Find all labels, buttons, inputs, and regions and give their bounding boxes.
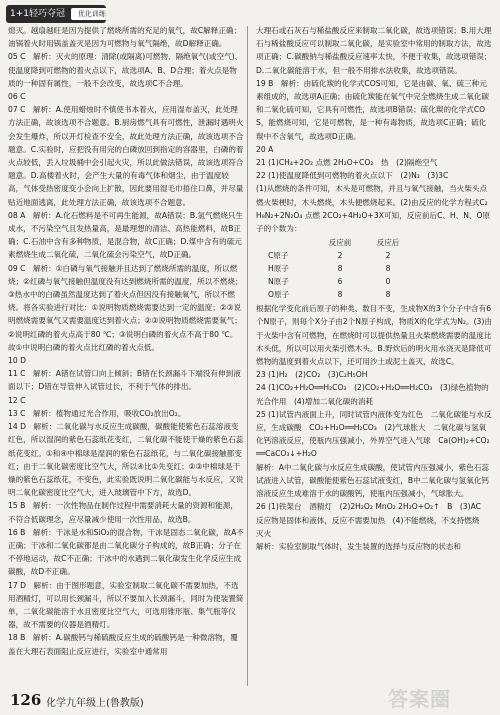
- answer-item: 解析：实验室制取气体时，发生装置的选择与反应物的状态和: [256, 541, 462, 551]
- answer-item: 09 C 解析：①白磷与氧气接触并且达到了燃烧所需的温度，所以燃烧；②红磷与氧气接触但温度没有达到燃烧所需的温度，所以不燃烧；③热水中的白磷虽然温度达到了着火点但因没有接触氧气，所以不燃烧。将各实验进行对比：①说明物质燃烧需要达到一定的温度；②③说明燃烧需要氧气又需要温度达到着火点；②③说明物质燃烧需要氧气；②说明红磷的着火点高于80 ℃；③说明白磷的着火点不高于80 ℃。故①中说明白磷的着火点比红磷的着火点低。: [8, 263, 243, 352]
- answer-item: 12 C: [8, 395, 26, 405]
- table-cell: 2: [385, 251, 391, 261]
- answer-item: (1)从燃烧的条件可知，木头是可燃物，并且与氧气接触，当火柴头点燃火柴梗时，木头燃烧，木头便燃烧起来。(2)由反应的化学方程式C₂H₈N₂+2N₂O₄ 点燃 2CO₂+4H₂O+3X可知，反应前后C、H、N、O原子的个数为：: [256, 184, 491, 234]
- brand-logo: [6, 5, 106, 23]
- answer-item: 06 C: [8, 92, 26, 102]
- answer-item: 10 D: [8, 356, 26, 366]
- table-cell: 0: [385, 277, 391, 287]
- answer-item: 20 A: [256, 144, 274, 154]
- watermark-logo: 答案圈: [388, 687, 451, 711]
- table-cell: 8: [385, 264, 391, 274]
- answer-item: 18 B 解析：A.碳酸钙与稀硫酸反应生成的硫酸钙是一种微溶物，覆盖在大理石表面阻止反应进行，实验室中通常用: [8, 633, 238, 656]
- answer-item: 14 D 解析：二氧化碳与水反应生成碳酸，碳酸能使紫色石蕊溶液变红色，所以湿润的紫色石蕊纸花变红，二氧化碳不能使干燥的紫色石蕊纸花变红。①和④中棉球是湿润的紫色石蕊纸花，与二氧化碳接触都变红；由于二氧化碳密度比空气大，所以④比①先变红；②③中棉球是干燥的紫色石蕊纸花，不变色，此实验既说明二氧化碳能与水反应，又说明二氧化碳密度比空气大，进入玻璃管中下方，故选D。: [8, 422, 244, 498]
- table-header-cell: 反应前: [328, 238, 352, 248]
- atom-count-table: [264, 236, 412, 301]
- table-cell: H原子: [268, 264, 289, 274]
- table-cell: O原子: [268, 290, 290, 300]
- answer-item: 15 B 解析：一次性物品在制作过程中需要消耗大量的资源和能源，不符合低碳理念，应尽量减少使用一次性用品，故选B。: [8, 501, 238, 524]
- page-number: 126: [10, 691, 42, 709]
- table-header-cell: [264, 236, 316, 249]
- answer-item: 17 D 解析：由于图形题意，实验室制取二氧化碳不需要加热，不选用酒精灯，可以用长颈漏斗，所以不要加入长颈漏斗，同时为使装置简单，二氧化碳能溶于水且密度比空气大，可选用锥形瓶、集气瓶等仪器，故不需要的仪器是酒精灯。: [8, 580, 244, 630]
- table-cell: C原子: [268, 251, 289, 261]
- logo-tag: 优化训练: [71, 8, 106, 20]
- answer-item: 24 (1)CO₂+H₂O══H₂CO₃ (2)CO₂+H₂O══H₂CO₃ (3)绿色植物的光合作用 (4)增加二氧化碳的消耗: [256, 383, 489, 406]
- right-column: [256, 24, 492, 679]
- answer-item: 熄灭。越扇越旺是因为提供了燃烧所需的充足的氧气，故C解释正确；油锅着火时用锅盖盖灭是因为可燃物与氧气隔绝，故D解释正确。: [8, 26, 242, 49]
- answer-item: 26 (1)铁架台 酒精灯 (2)2H₂O₂ MnO₂ 2H₂O+O₂↑ B (3)AC 反应物是固体和液体，反应不需要加热 (4)不能燃烧，不支持燃烧 灭火: [256, 502, 489, 538]
- page-footer: [0, 689, 500, 715]
- answer-item: 23 (1)H₂ (2)CO₂ (3)C₂H₅OH: [256, 370, 368, 380]
- table-row: [264, 262, 412, 275]
- table-cell: 8: [337, 290, 343, 300]
- answer-item: 25 (1)试管内液面上升，同时试管内液体变为红色 二氧化碳能与水反应，生成碳酸 CO₂+H₂O══H₂CO₃ (2)气球胀大 二氧化碳与氢氧化钙溶液反应，使瓶内压强减小，外界空气进入气球 Ca(OH)₂+CO₂══CaCO₃↓+H₂O: [256, 409, 492, 459]
- table-cell: 8: [337, 264, 343, 274]
- table-cell: 2: [337, 251, 343, 261]
- answer-item: 19 B 解析：由硫化羰的化学式COS可知，它是由碳、氧、硫三种元素组成的，故选项A正确；由硫化羰能在氧气中完全燃烧生成二氧化碳和二氧化硫可知，它具有可燃性，故选项B错误；硫化羰的化学式COS，能燃烧可知，它是可燃物，是一种有毒物质，故选项C正确；硫化羰中不含氧气，故选项D正确。: [256, 78, 490, 141]
- table-header-cell: 反应后: [376, 238, 400, 248]
- column-divider: [247, 26, 248, 686]
- answer-item: 05 C 解析：灭火的原理：清除(或隔离)可燃物、隔绝氧气(或空气)、使温度降到可燃物的着火点以下，故选项A、B、D合理；着火点是物质的一种固有属性，一般不会改变，故选项C不合理。: [8, 52, 243, 88]
- answer-item: 11 C 解析：A错在试管口向上倾斜；B错在长颈漏斗下端没有伸到液面以下；D错在导管伸入试管过长，不利于气体的排出。: [8, 369, 241, 392]
- answer-item: 根据化学变化前后原子的种类、数目不变，生成物X的3个分子中含有6个N原子，则每个X分子由2个N原子构成，物质X的化学式为N₂。(3)由于火柴中含有可燃物，在燃烧时可以提供热量且火柴燃烧需要的温度比木头低，所以可以用火柴引燃木头。B.野炊后的明火用水浇灭是降低可燃物的温度到着火点以下，还可用沙土或泥土盖灭，故选C。: [256, 304, 492, 367]
- table-cell: 6: [337, 277, 343, 287]
- table-cell: 8: [385, 290, 391, 300]
- answer-item: 13 C 解析：植物通过光合作用，吸收CO₂放出O₂。: [8, 408, 186, 418]
- table-row: [264, 249, 412, 262]
- answer-item: 16 B 解析：干冰是水和SiO₂的混合物，干冰是固态二氧化碳，故A不正确；干冰和二氧化碳都是由二氧化碳分子构成的，故B正确；分子在不停地运动，故C不正确；干冰中的水遇到二氧化碳发生化学反应生成碳酸，故D不正确。: [8, 527, 244, 577]
- logo-text: 1+1轻巧夺冠: [10, 9, 65, 19]
- answer-item: 07 C 解析：A.使用蜡烛时不慎使书本着火，应用湿布盖灭，此处理方法正确，故该选项不合题意。B.厨房燃气具有可燃性，泄漏时遇明火会发生爆炸，所以开灯检查不安全，故此处理方法正确，故该选项不合题意。C.实验时，应把没有用完的白磷放回到指定的容器里，白磷的着火点较低，丢入垃圾桶中会引起火灾，所以此做法错误，故该选项符合题意。D.高楼着火时，会产生大量的有毒气体和烟尘，由于温度较高，气体受热密度变小会向上扩散，因此要用湿毛巾捂住口鼻，并尽量贴近地面逃离，此处理方法正确，故该选项不合题意。: [8, 105, 244, 207]
- answer-item: 大理石或石灰石与稀盐酸反应来制取二氧化碳，故选项错误；B.用大理石与稀盐酸反应可以制取二氧化碳，是实验室中常用的制取方法，故选项正确；C.碳酸钠与稀盐酸反应速率太快，不便于收集，故选项错误；D.二氧化碳能溶于水，但一般不用排水法收集，故选项错误。: [256, 26, 492, 75]
- book-title: 化学九年级上(鲁教版): [46, 698, 144, 709]
- answer-item: 22 (1)使温度降低到可燃物的着火点以下 (2)N₂ (3)3C: [256, 171, 449, 181]
- table-header-row: [264, 236, 412, 249]
- answer-item: 08 A 解析：A.化石燃料是不可再生能源，故A错误；B.氢气燃烧只生成水，不污染空气且发热量高，是最理想的清洁、高热能燃料，故B正确；C.石油中含有多种物质，是混合物，故C正确；D.煤中含有的硫元素燃烧生成二氧化硫，二氧化硫会污染空气，故D正确。: [8, 210, 243, 260]
- answer-item: 21 (1)CH₄+2O₂ 点燃 2H₂O+CO₂ 热 (2)隔绝空气: [256, 158, 438, 168]
- table-cell: N原子: [268, 277, 289, 287]
- left-column: [8, 24, 244, 679]
- answer-item: 解析：A中二氧化碳与水反应生成碳酸，使试管内压强减小，紫色石蕊试液进入试管，碳酸能使紫色石蕊试液变红，B中二氧化碳与氢氧化钙溶液反应生成难溶于水的碳酸钙，使瓶内压强减小，气球胀大。: [256, 462, 490, 499]
- table-row: [264, 288, 412, 301]
- table-row: [264, 275, 412, 288]
